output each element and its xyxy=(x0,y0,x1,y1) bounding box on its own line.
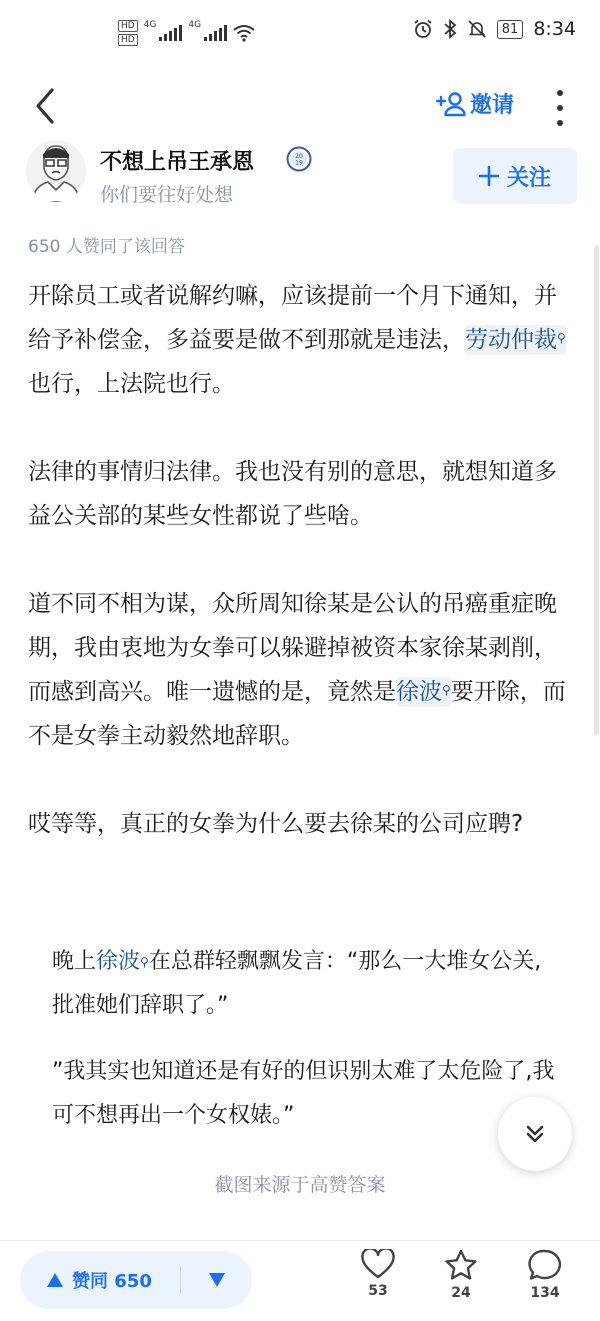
keyword-link-text: 徐波 xyxy=(96,949,141,974)
status-bar xyxy=(0,0,600,66)
keyword-link-text: 劳动仲裁 xyxy=(465,327,557,353)
quote-paragraph: ”我其实也知道还是有好的但识别太难了太危险了,我可不想再出一个女权婊。” xyxy=(52,1059,555,1128)
status-right xyxy=(413,18,576,40)
search-icon: ⚲ xyxy=(140,955,149,969)
triangle-up-icon xyxy=(46,1272,64,1288)
quote-text: 晚上 xyxy=(52,949,97,974)
svg-text:20: 20 xyxy=(295,153,303,160)
favorite-count: 24 xyxy=(451,1285,471,1301)
paragraph: 哎等等，真正的女拳为什么要去徐某的公司应聘? xyxy=(28,811,524,837)
downvote-button[interactable] xyxy=(181,1272,252,1288)
add-user-icon xyxy=(436,91,466,117)
like-button[interactable] xyxy=(348,1249,408,1299)
search-icon: ⚲ xyxy=(442,683,451,697)
answer-content xyxy=(28,274,568,890)
upvote-label: 赞同 650 xyxy=(72,1271,152,1292)
signal-icon xyxy=(159,25,182,41)
like-count: 53 xyxy=(368,1283,388,1299)
keyword-link-text: 徐波 xyxy=(396,679,442,705)
bluetooth-icon xyxy=(443,19,457,39)
keyword-link[interactable] xyxy=(96,949,149,974)
image-caption: 截图来源于高赞答案 xyxy=(214,1174,386,1196)
avatar[interactable] xyxy=(26,140,86,202)
status-left xyxy=(118,20,255,46)
scrollbar[interactable] xyxy=(594,245,599,735)
paragraph xyxy=(28,274,568,406)
bottom-action-bar xyxy=(0,1240,600,1321)
paragraph-text: 也行，上法院也行。 xyxy=(28,371,235,397)
alarm-icon xyxy=(413,19,433,39)
paragraph-text: 道不同不相为谋，众所周知徐某是公认的吊癌重症晚期，我由衷地为女拳可以躲避掉被资本家徐某剥削，而感到高兴。唯一遗憾的是，竟然是 xyxy=(28,591,557,705)
wifi-icon xyxy=(233,24,255,42)
svg-text:19: 19 xyxy=(295,159,303,167)
follow-button[interactable] xyxy=(453,148,577,204)
star-icon xyxy=(444,1249,478,1281)
quoted-block xyxy=(52,940,562,1160)
network-type: 4G xyxy=(188,20,202,30)
follow-label: 关注 xyxy=(506,165,551,191)
scroll-down-button[interactable] xyxy=(498,1097,572,1171)
upvote-button[interactable] xyxy=(20,1267,180,1293)
search-icon: ⚲ xyxy=(557,331,566,345)
quote-text: 在总群轻飘飘发言：“那么一大堆女公关,批准她们辞职了。” xyxy=(52,949,542,1018)
vote-control xyxy=(20,1251,252,1309)
paragraph-text: 开除员工或者说解约嘛，应该提前一个月下通知，并给予补偿金，多益要是做不到那就是违法， xyxy=(28,283,557,353)
invite-label: 邀请 xyxy=(470,93,515,118)
upvote-summary: 650 人赞同了该回答 xyxy=(28,237,185,257)
paragraph xyxy=(28,582,568,758)
paragraph: 法律的事情归法律。我也没有别的意思，就想知道多益公关部的某些女性都说了些啥。 xyxy=(28,459,557,529)
invite-button[interactable] xyxy=(436,88,514,119)
network-type: 4G xyxy=(143,20,157,30)
more-vertical-icon[interactable] xyxy=(548,90,572,126)
author-name[interactable]: 不想上吊王承恩 xyxy=(100,150,255,175)
battery-indicator: 81 xyxy=(497,20,524,39)
mute-bell-icon xyxy=(467,19,487,39)
badge-2019-icon xyxy=(286,146,312,172)
keyword-link[interactable] xyxy=(465,325,566,355)
heart-icon xyxy=(361,1249,395,1279)
hd-badge: HD xyxy=(118,34,138,46)
hd-badge: HD xyxy=(118,20,138,32)
author-bio: 你们要往好处想 xyxy=(100,184,234,206)
back-arrow-icon[interactable] xyxy=(30,84,70,128)
paragraph-text: 要开除，而不是女拳主动毅然地辞职。 xyxy=(28,679,566,749)
hd-indicators xyxy=(118,20,138,46)
plus-icon xyxy=(479,166,499,186)
avatar-image xyxy=(26,140,86,202)
double-chevron-down-icon xyxy=(524,1123,546,1145)
comment-button[interactable] xyxy=(515,1249,575,1301)
favorite-button[interactable] xyxy=(431,1249,491,1301)
comment-count: 134 xyxy=(530,1285,560,1301)
triangle-down-icon xyxy=(208,1272,226,1288)
quote-paragraph xyxy=(52,940,562,1028)
clock: 8:34 xyxy=(533,18,576,40)
comment-icon xyxy=(528,1249,562,1281)
signal-icon xyxy=(204,25,227,41)
top-nav-bar xyxy=(0,66,600,148)
keyword-link[interactable] xyxy=(396,677,451,707)
